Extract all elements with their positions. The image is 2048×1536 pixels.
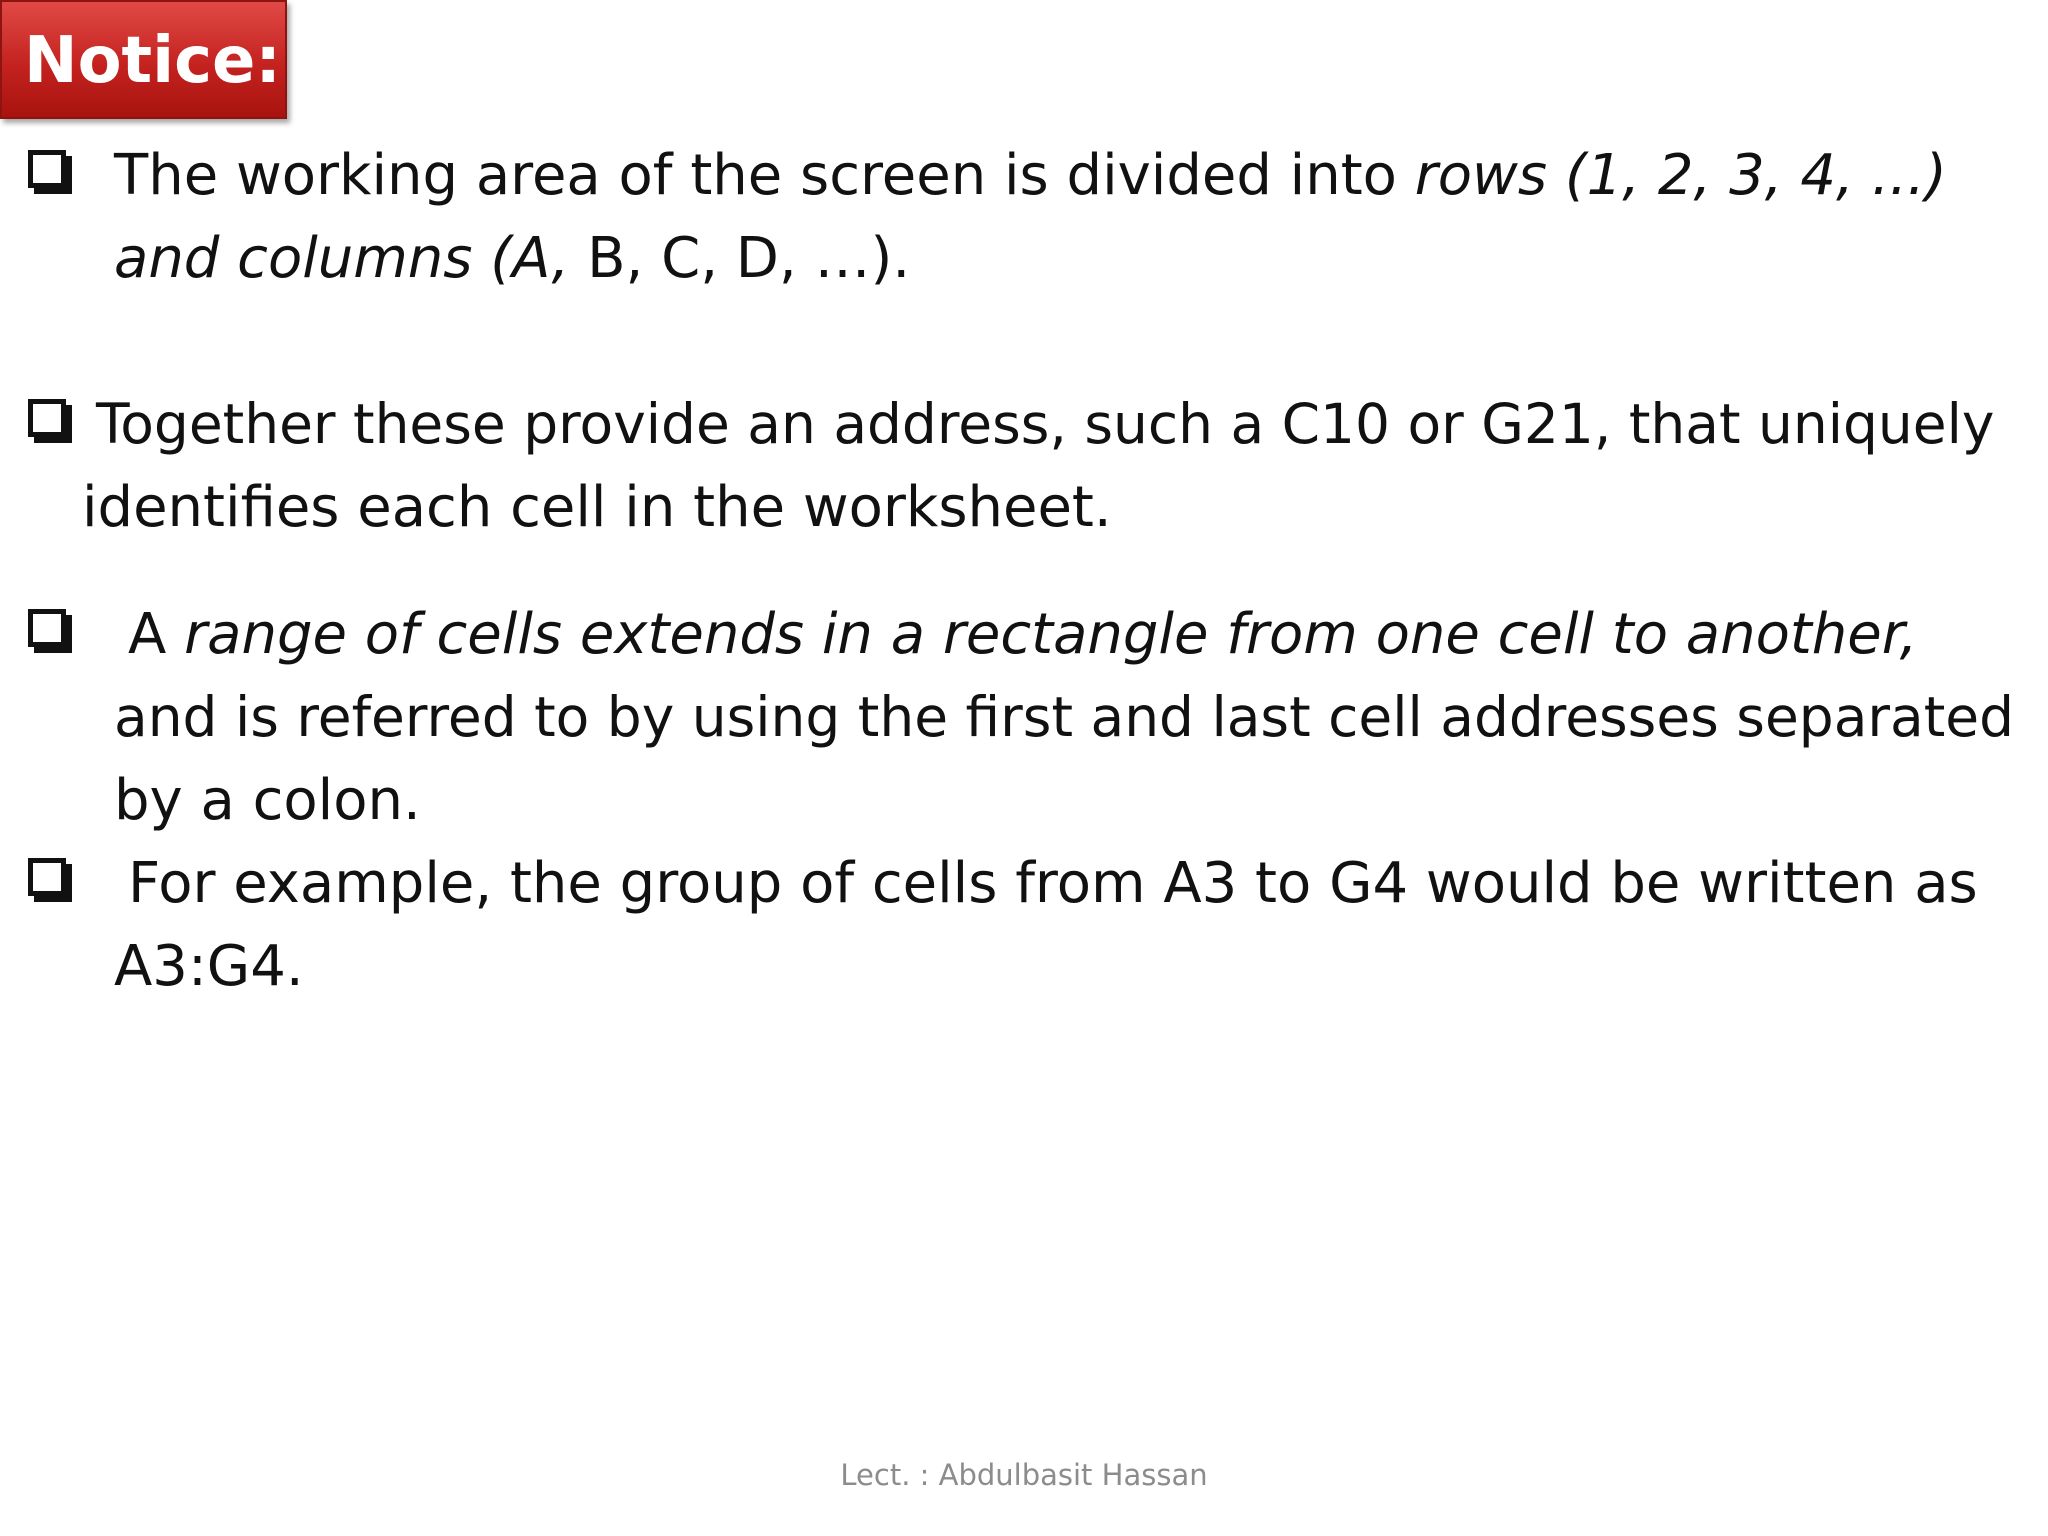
bullet-line [82,466,1112,549]
bullet-line [114,134,1947,217]
bullet-line [128,842,1978,925]
bullet-text: identifies each cell in the worksheet. [82,475,1112,540]
bullet-text: Together these provide an address, such a C10 or G21, that uniquely [96,392,1995,456]
footer-lecturer: Lect. : Abdulbasit Hassan [840,1458,1208,1492]
bullet-text: by a colon. [114,768,421,833]
title-banner [0,0,287,119]
bullet-line [114,217,910,300]
bullet-line [96,383,1994,466]
slide-title: Notice: [24,24,281,98]
bullet-line [114,925,304,1008]
bullet-text: For example, the group of cells from A3 to G4 would be written as [128,851,1978,916]
bullet-text: The working area of the screen is divided into [114,143,1415,208]
checkbox-bullet-icon [28,858,66,896]
checkbox-bullet-icon [28,609,66,647]
checkbox-bullet-icon [28,399,66,437]
checkbox-bullet-icon [28,150,66,188]
bullet-text: and is referred to by using the first and last cell addresses separated [114,685,2015,749]
bullet-line [114,759,421,842]
bullet-text: A [128,602,185,667]
bullet-line [114,676,2014,759]
bullet-text-italic: rows (1, 2, 3, 4, ...) [1414,143,1947,208]
bullet-text: B, C, D, …). [587,226,911,291]
bullet-line [128,593,1917,676]
bullet-text: A3:G4. [114,934,304,999]
bullet-text-italic: range of cells extends in a rectangle from one cell to another, [184,602,1918,667]
bullet-text-italic: and columns (A, [114,226,588,291]
